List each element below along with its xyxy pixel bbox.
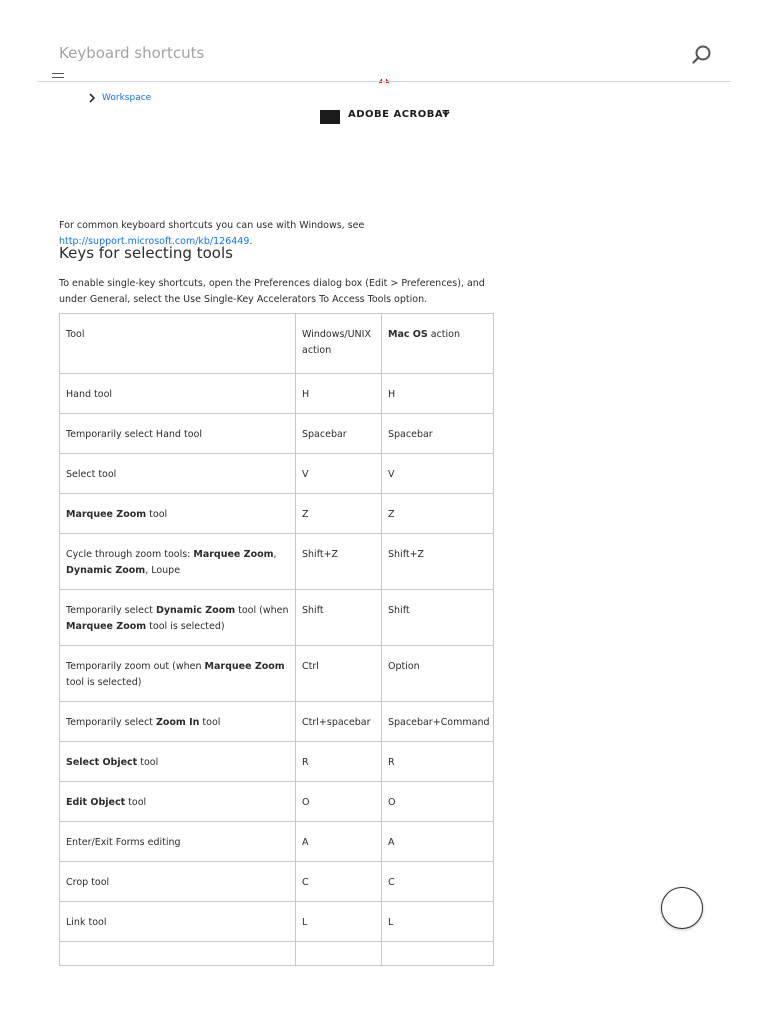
tool-cell: Hand tool — [60, 374, 296, 414]
mac-action-cell: R — [382, 742, 494, 782]
tool-cell: Marquee Zoom tool — [60, 494, 296, 534]
chevron-right-icon — [88, 93, 96, 103]
table-header-cell: Windows/UNIX action — [296, 314, 382, 374]
tool-cell: Temporarily select Zoom In tool — [60, 702, 296, 742]
table-row — [60, 902, 494, 942]
tool-cell: Cycle through zoom tools: Marquee Zoom, Dynamic Zoom, Loupe — [60, 534, 296, 590]
mac-action-cell: Spacebar — [382, 414, 494, 454]
table-row — [60, 862, 494, 902]
mac-action-cell: Shift — [382, 590, 494, 646]
tool-cell: Select tool — [60, 454, 296, 494]
tool-cell: Temporarily select Hand tool — [60, 414, 296, 454]
tool-cell — [60, 942, 296, 966]
table-row — [60, 742, 494, 782]
tool-cell: Select Object tool — [60, 742, 296, 782]
windows-action-cell: Z — [296, 494, 382, 534]
table-header-row — [60, 314, 494, 374]
table-row — [60, 590, 494, 646]
tool-cell: Temporarily zoom out (when Marquee Zoom tool is selected) — [60, 646, 296, 702]
menu-icon — [52, 73, 64, 74]
mac-action-cell: Spacebar+Command — [382, 702, 494, 742]
windows-action-cell: Shift+Z — [296, 534, 382, 590]
windows-action-cell: Spacebar — [296, 414, 382, 454]
windows-action-cell: H — [296, 374, 382, 414]
header-divider — [38, 81, 731, 82]
mac-action-cell — [382, 942, 494, 966]
tool-cell: Edit Object tool — [60, 782, 296, 822]
mac-action-cell: H — [382, 374, 494, 414]
table-header-cell: Tool — [60, 314, 296, 374]
windows-action-cell: Ctrl+spacebar — [296, 702, 382, 742]
intro-paragraph: For common keyboard shortcuts you can use with Windows, see http://support.microsoft.com/kb/126449. — [59, 219, 365, 247]
mac-action-cell: Option — [382, 646, 494, 702]
table-row — [60, 822, 494, 862]
product-selector[interactable] — [320, 110, 460, 124]
windows-action-cell: Shift — [296, 590, 382, 646]
tool-cell: Link tool — [60, 902, 296, 942]
table-row — [60, 494, 494, 534]
chevron-down-icon — [442, 111, 450, 117]
windows-action-cell: C — [296, 862, 382, 902]
page-header — [0, 0, 768, 82]
table-row — [60, 782, 494, 822]
table-row — [60, 534, 494, 590]
mac-action-cell: C — [382, 862, 494, 902]
menu-button[interactable] — [52, 73, 64, 81]
mac-action-cell: Z — [382, 494, 494, 534]
page-title: Keyboard shortcuts — [59, 44, 205, 62]
search-button[interactable] — [689, 42, 715, 68]
breadcrumb — [88, 93, 151, 103]
windows-action-cell: V — [296, 454, 382, 494]
floating-action-button[interactable] — [661, 887, 703, 929]
tool-cell: Enter/Exit Forms editing — [60, 822, 296, 862]
mac-action-cell: V — [382, 454, 494, 494]
table-header-cell: Mac OS action — [382, 314, 494, 374]
section-description: To enable single-key shortcuts, open the Preferences dialog box (Edit > Preferences), and under General, select the Use Single-Key Accelerators To Access Tools option. — [59, 278, 485, 305]
search-icon — [689, 42, 715, 68]
section-heading: Keys for selecting tools — [59, 244, 233, 262]
breadcrumb-link-workspace[interactable]: Workspace — [102, 93, 152, 103]
windows-action-cell: A — [296, 822, 382, 862]
windows-action-cell: Ctrl — [296, 646, 382, 702]
windows-action-cell: O — [296, 782, 382, 822]
mac-action-cell: A — [382, 822, 494, 862]
windows-action-cell — [296, 942, 382, 966]
table-row — [60, 454, 494, 494]
table-row — [60, 374, 494, 414]
windows-action-cell: R — [296, 742, 382, 782]
mac-action-cell: L — [382, 902, 494, 942]
intro-text: For common keyboard shortcuts you can use with Windows, see — [59, 219, 365, 231]
table-row — [60, 414, 494, 454]
windows-action-cell: L — [296, 902, 382, 942]
table-row — [60, 646, 494, 702]
shortcuts-table — [59, 313, 494, 966]
table-row — [60, 702, 494, 742]
tool-cell: Crop tool — [60, 862, 296, 902]
product-name: ADOBE ACROBAT — [348, 110, 450, 120]
table-row — [60, 942, 494, 966]
acrobat-product-icon — [320, 110, 340, 124]
tool-cell: Temporarily select Dynamic Zoom tool (when Marquee Zoom tool is selected) — [60, 590, 296, 646]
mac-action-cell: O — [382, 782, 494, 822]
microsoft-support-link[interactable]: http://support.microsoft.com/kb/126449 — [59, 235, 250, 247]
mac-action-cell: Shift+Z — [382, 534, 494, 590]
